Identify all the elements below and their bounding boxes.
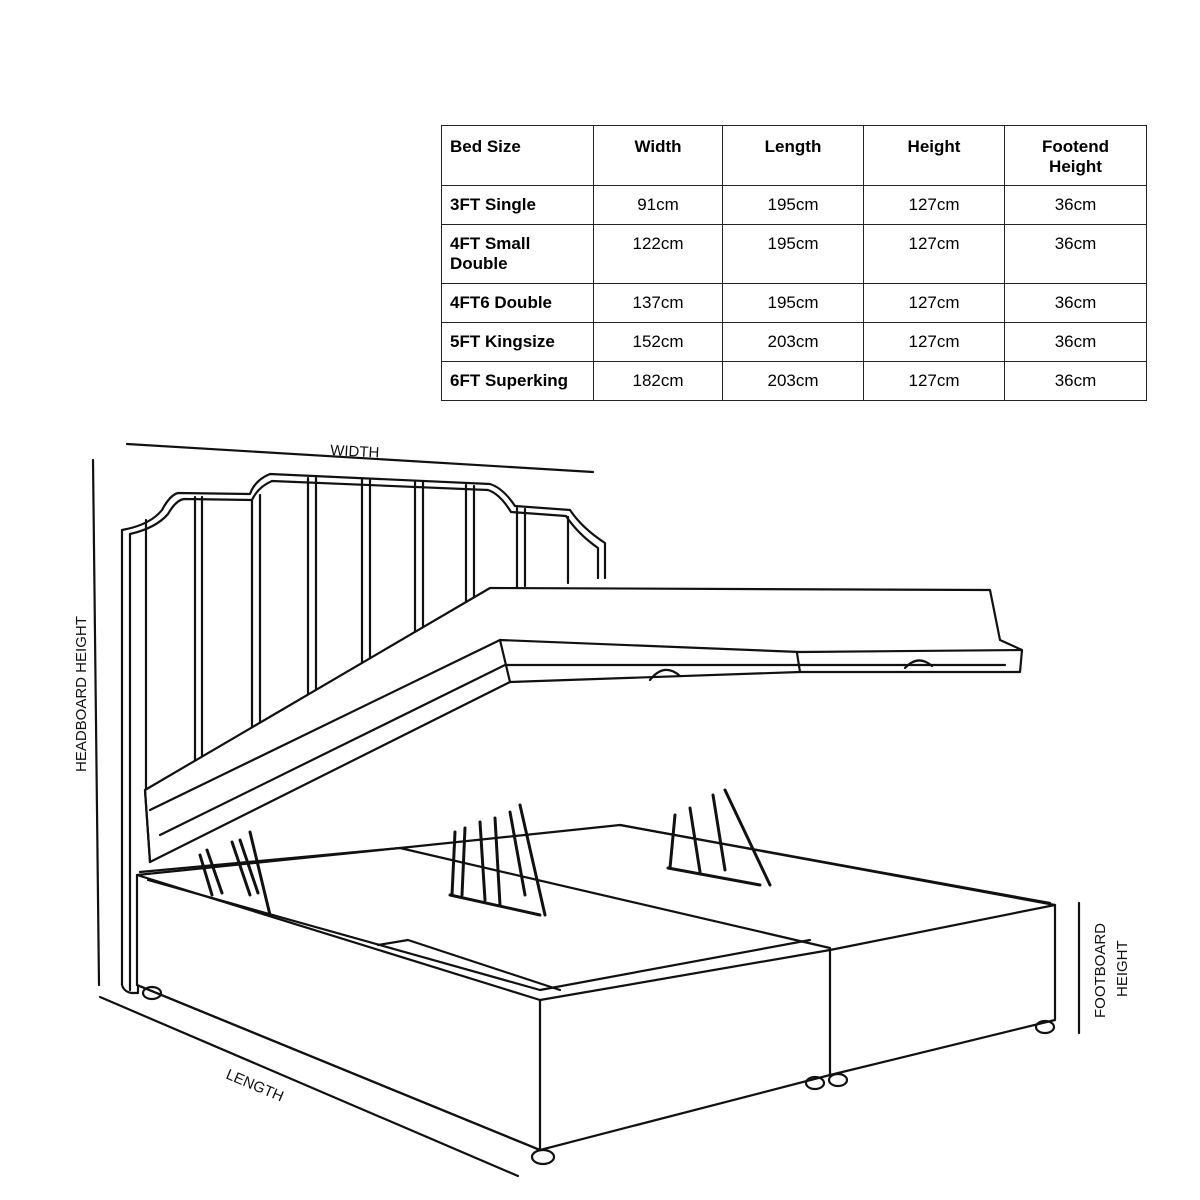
header-footend-height-text: Footend Height [1041, 137, 1110, 176]
footboard-height-label-line1: FOOTBOARD [1092, 922, 1109, 1018]
width-label: WIDTH [329, 442, 380, 462]
cell-size-text: 4FT Small Double [450, 234, 531, 273]
header-length: Length [723, 126, 864, 186]
cell-width: 91cm [594, 186, 723, 225]
headboard-height-dimension-line [93, 460, 99, 985]
cell-height: 127cm [864, 186, 1005, 225]
lifted-platform [145, 588, 1022, 862]
cell-width: 182cm [594, 362, 723, 401]
cell-length: 195cm [723, 284, 864, 323]
cell-footend: 36cm [1005, 225, 1147, 284]
cell-width: 137cm [594, 284, 723, 323]
cell-width: 122cm [594, 225, 723, 284]
cell-length: 195cm [723, 186, 864, 225]
cell-footend: 36cm [1005, 186, 1147, 225]
cell-width: 152cm [594, 323, 723, 362]
cell-length: 195cm [723, 225, 864, 284]
header-width: Width [594, 126, 723, 186]
cell-size: 5FT Kingsize [442, 323, 594, 362]
length-label: LENGTH [223, 1066, 287, 1106]
footboard-height-label-line2: HEIGHT [1114, 940, 1131, 997]
cell-footend: 36cm [1005, 323, 1147, 362]
cell-size: 6FT Superking [442, 362, 594, 401]
cell-height: 127cm [864, 225, 1005, 284]
cell-height: 127cm [864, 362, 1005, 401]
cell-footend: 36cm [1005, 284, 1147, 323]
cell-footend: 36cm [1005, 362, 1147, 401]
cell-size: 3FT Single [442, 186, 594, 225]
cell-length: 203cm [723, 323, 864, 362]
header-bed-size: Bed Size [442, 126, 594, 186]
cell-height: 127cm [864, 284, 1005, 323]
cell-size: 4FT6 Double [442, 284, 594, 323]
cell-length: 203cm [723, 362, 864, 401]
cell-height: 127cm [864, 323, 1005, 362]
header-height: Height [864, 126, 1005, 186]
headboard-height-label: HEADBOARD HEIGHT [73, 616, 90, 772]
